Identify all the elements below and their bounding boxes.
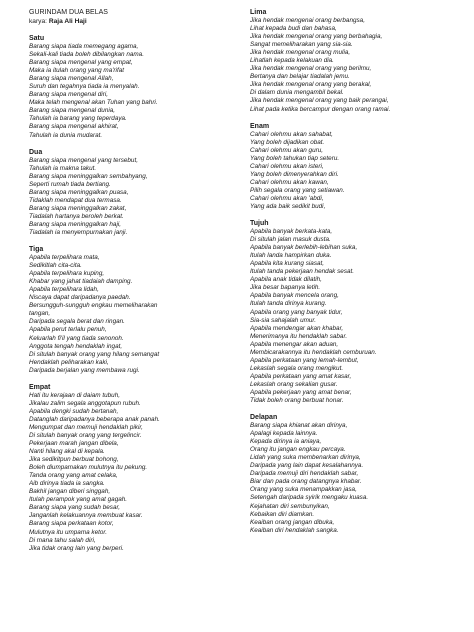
verse-line: Barang siapa meninggalkan puasa, bbox=[29, 188, 129, 196]
section-heading: Empat bbox=[29, 383, 51, 391]
verse-line: Cahari olehmu akan guru, bbox=[250, 146, 323, 154]
verse-line: Daripada berjalan yang membawa rugi. bbox=[29, 366, 140, 374]
verse-line: Di situlah jalan masuk dusta. bbox=[250, 236, 331, 244]
verse-line: Mengumpat dan memuji hendaklah pikir, bbox=[29, 423, 143, 431]
verse-line: Barang siapa mengenal Allah, bbox=[29, 75, 114, 83]
verse-line: Membicarakannya itu hendaklah cemburuan. bbox=[250, 348, 377, 356]
verse-line: Yang boleh tahukan tiap seteru. bbox=[250, 154, 340, 162]
verse-line: Tanda orang yang amat celaka, bbox=[29, 472, 118, 480]
verse-line: Khabar yang jahat tiadaiah damping. bbox=[29, 278, 133, 286]
verse-line: Datanglah daripadanya beberapa anak panah. bbox=[29, 415, 160, 423]
verse-line: Apabila menengar akan aduan, bbox=[250, 340, 339, 348]
verse-line: Di mana tahu salah diri, bbox=[29, 536, 96, 544]
verse-line: Mulutnya itu umpama ketor. bbox=[29, 528, 108, 536]
verse-line: Barang siapa tiada memegang agama, bbox=[29, 43, 139, 50]
verse-line: Apabila perkataan yang lemah-lembut, bbox=[250, 356, 359, 364]
section-heading: Enam bbox=[250, 122, 270, 130]
right-column bbox=[250, 8, 468, 535]
author-name: Raja Ali Haji bbox=[48, 18, 87, 25]
verse-line: Tidaklah mendapat dua termasa. bbox=[29, 196, 122, 204]
verse-line: Jika hendak mengenal orang yang berilmu, bbox=[250, 65, 372, 73]
verse-line: Boleh diumpamakan mulutnya itu pekung. bbox=[29, 464, 148, 472]
verse-line: Orang yang suka menampakkan jasa, bbox=[250, 486, 357, 494]
right-sections bbox=[250, 8, 468, 535]
verse-line: Apabila terpelihara mata, bbox=[29, 254, 100, 262]
section-satu bbox=[29, 34, 244, 140]
verse-line: Di situlah banyak orang yang tergelincir. bbox=[29, 431, 142, 439]
verse-line: Pilih segala orang yang setiawan. bbox=[250, 186, 345, 194]
author-line bbox=[29, 17, 244, 26]
section-delapan bbox=[250, 413, 468, 535]
verse-line: Barang siapa mengenal akhirat, bbox=[29, 123, 119, 131]
verse-line: Hati itu kerajaan di daiam tubuh, bbox=[29, 391, 120, 399]
verse-line: Barang siapa yang sudah besar, bbox=[29, 504, 120, 512]
verse-line: Keluarlah fi'il yang tiada senonoh. bbox=[29, 334, 124, 342]
verse-line: Jika hendak mengenal orang mulia, bbox=[250, 49, 351, 57]
verse-line: Daripada memuji diri hendaklah sabar, bbox=[250, 470, 359, 478]
verse-line: Jika hendak mengenal orang yang berakal, bbox=[250, 81, 372, 89]
document-title: GURINDAM DUA BELAS bbox=[29, 9, 108, 16]
section-heading: Tujuh bbox=[250, 220, 269, 228]
verse-line: Apabila anak tidak dilatih, bbox=[250, 276, 322, 284]
section-enam bbox=[250, 122, 468, 211]
verse-line: Jika hendak mengenal orang yang berbahagia, bbox=[250, 33, 383, 41]
verse-line: Apabila pekerjaan yang amat benar, bbox=[250, 388, 352, 396]
verse-line: Jika besar bapanya letih. bbox=[250, 284, 321, 292]
section-heading: Dua bbox=[29, 148, 43, 156]
section-empat bbox=[29, 383, 244, 553]
verse-line: Kepada dirinya ia aniaya, bbox=[250, 438, 322, 446]
verse-line: Setengah daripada syirik mengaku kuasa. bbox=[250, 494, 369, 502]
verse-line: Kejahatan diri sembunyikan, bbox=[250, 502, 330, 510]
verse-line: Tiadalah ia menyempurnakan janji. bbox=[29, 228, 128, 236]
verse-line: Apabila mendengar akan khabar, bbox=[250, 324, 344, 332]
verse-line: Barang siapa khianat akan dirinya, bbox=[250, 422, 348, 430]
verse-line: tangan, bbox=[29, 310, 51, 318]
verse-line: Yang ada baik sedikit budi, bbox=[250, 202, 326, 210]
verse-line: Sia-sia sahajalah umur. bbox=[250, 316, 317, 324]
verse-line: Lekaslah segala orang mengikut. bbox=[250, 364, 344, 372]
section-tujuh bbox=[250, 219, 468, 405]
left-column bbox=[29, 8, 244, 553]
verse-line: Apabila banyak berkata-kata, bbox=[250, 228, 333, 236]
verse-line: Pekerjaan marah jangan dibela, bbox=[29, 440, 119, 448]
verse-line: Lihat pada ketika bercampur dengan orang ramai. bbox=[250, 105, 391, 113]
verse-line: Lihat kepada budi dan bahasa, bbox=[250, 25, 337, 33]
verse-line: Nanti hilang akal di kepala. bbox=[29, 448, 105, 456]
verse-line: Cahari olehmu akan isteri, bbox=[250, 162, 324, 170]
verse-line: Yang boleh dijadikan obat. bbox=[250, 138, 325, 146]
verse-line: Lekaslah orang sekalian gusar. bbox=[250, 380, 338, 388]
verse-line: Barang siapa meninggalkan haji, bbox=[29, 220, 122, 228]
verse-line: Itulah tanda pekerjaan hendak sesat. bbox=[250, 268, 355, 276]
verse-line: Orang itu jangan engkau percaya. bbox=[250, 446, 346, 454]
verse-line: Bakhil jangan diberi singgah, bbox=[29, 488, 111, 496]
verse-line: Barang siapa mengenal diri, bbox=[29, 91, 108, 99]
verse-line: Apabila kita kurang siasat, bbox=[250, 260, 325, 268]
verse-line: Barang siapa meninggalkan sembahyang, bbox=[29, 172, 148, 180]
left-sections bbox=[29, 34, 244, 553]
verse-line: Hendaklah peliharakan kaki, bbox=[29, 358, 109, 366]
verse-line: Cahari olehmu akan 'abdi, bbox=[250, 194, 324, 202]
verse-line: Cahari olehmu akan kawan, bbox=[250, 178, 329, 186]
verse-line: Bersungguh-sungguh engkau memeliharakan bbox=[29, 302, 158, 310]
verse-line: Barang siapa meninggalkan zakat, bbox=[29, 204, 127, 212]
verse-line: Tidak boleh orang berbuat honar. bbox=[250, 397, 344, 405]
verse-line: Sekali-kali tiada boleh dibilangkan nama. bbox=[29, 51, 144, 59]
verse-line: Jikalau zalim segala anggotapun rubuh. bbox=[29, 399, 141, 407]
verse-line: Lihatlah kepada kelakuan dia. bbox=[250, 57, 334, 65]
verse-line: Bertanya dan belajar tiadalah jemu. bbox=[250, 73, 350, 81]
verse-line: Apabila perkataan yang amat kasar, bbox=[250, 372, 352, 380]
verse-line: Niscaya dapat daripadanya paedah. bbox=[29, 294, 131, 302]
verse-line: Jika hendak mengenal orang yang baik perangai, bbox=[250, 97, 389, 105]
verse-line: Suruh dan tegahnya tiada ia menyalah. bbox=[29, 83, 140, 91]
verse-line: Seperti rumah tiada bertiang. bbox=[29, 180, 111, 188]
verse-line: Cahari olehmu akan sahabat, bbox=[250, 130, 333, 138]
verse-line: Jika tidak orang lain yang berperi. bbox=[29, 544, 124, 552]
verse-line: Tahulah ia barang yang teperdaya. bbox=[29, 115, 127, 123]
verse-line: Sedikitlah cita-cita. bbox=[29, 262, 82, 270]
verse-line: Keaiban diri hendaklah sangka. bbox=[250, 526, 339, 534]
section-heading: Lima bbox=[250, 9, 267, 16]
section-heading: Delapan bbox=[250, 414, 278, 422]
verse-line: Janganlah kelakuannya membuat kasar. bbox=[29, 512, 143, 520]
verse-line: Lidah yang suka membenarkan dirinya, bbox=[250, 454, 361, 462]
section-tiga bbox=[29, 245, 244, 375]
verse-line: Tahulah ia makna takut. bbox=[29, 164, 97, 172]
verse-line: Itulah tanda dirinya kurang. bbox=[250, 300, 327, 308]
verse-line: Apabila banyak berlebih-lebihan suka, bbox=[250, 244, 358, 252]
verse-line: Maka ia itulah orang yang ma'rifat bbox=[29, 67, 125, 75]
verse-line: Di dalam dunia mengambil bekal. bbox=[250, 89, 344, 97]
verse-line: Apabila banyak mencela orang, bbox=[250, 292, 339, 300]
verse-line: Barang siapa mengenal yang empat, bbox=[29, 59, 133, 67]
verse-line: Jika hendak mengenai orang berbangsa, bbox=[250, 17, 365, 24]
verse-line: Itulah perampok yang amat gagah. bbox=[29, 496, 128, 504]
section-heading: Tiga bbox=[29, 246, 44, 254]
verse-line: Apalagi kepada lainnya. bbox=[250, 430, 318, 438]
verse-line: Sangat memeliharakan yang sia-sia. bbox=[250, 41, 353, 49]
verse-line: Apabila terpelihara lidah, bbox=[29, 286, 99, 294]
verse-line: Tahulah ia dunia mudarat. bbox=[29, 131, 103, 139]
verse-line: Apabila terpelihara kuping, bbox=[29, 270, 105, 278]
verse-line: Daripada yang lain dapat kesalahannya. bbox=[250, 462, 364, 470]
verse-line: Maka telah mengenal akan Tuhan yang bahri. bbox=[29, 99, 158, 107]
verse-line: Biar dan pada orang datangnya khabar. bbox=[250, 478, 362, 486]
section-heading: Satu bbox=[29, 35, 45, 42]
verse-line: Barang siapa perkataan kotor, bbox=[29, 520, 114, 528]
verse-line: Barang siapa mengenal yang tersebut, bbox=[29, 156, 138, 164]
verse-line: Yang boleh dimenyerahkan diri. bbox=[250, 170, 339, 178]
verse-line: Tiadalah hartanya beroleh berkat. bbox=[29, 212, 124, 220]
section-dua bbox=[29, 148, 244, 237]
verse-line: Kebaikan diri diamkan. bbox=[250, 510, 315, 518]
verse-line: Aib dirinya tiada ia sangka. bbox=[29, 480, 105, 488]
verse-line: Itulah landa hampirkan duka. bbox=[250, 252, 332, 260]
verse-line: Apabila orang yang banyak tidur, bbox=[250, 308, 343, 316]
verse-line: Apabila dengki sudah bertanah, bbox=[29, 407, 119, 415]
verse-line: Anggota tengah hendaklah ingat, bbox=[29, 342, 123, 350]
verse-line: Di situlah banyak orang yang hilang semangat bbox=[29, 350, 160, 358]
verse-line: Jika sedikitpun berbuat bohong, bbox=[29, 456, 119, 464]
author-label: karya: bbox=[29, 18, 47, 25]
verse-line: Menerimanya itu hendaklah sabar. bbox=[250, 332, 348, 340]
verse-line: Daripada segala berat dan ringan. bbox=[29, 318, 125, 326]
verse-line: Barang siapa mengenal dunia, bbox=[29, 107, 116, 115]
section-lima bbox=[250, 8, 468, 114]
verse-line: Apabila perut terlalu penuh, bbox=[29, 326, 107, 334]
verse-line: Keaiban orang jangan dibuka, bbox=[250, 518, 335, 526]
